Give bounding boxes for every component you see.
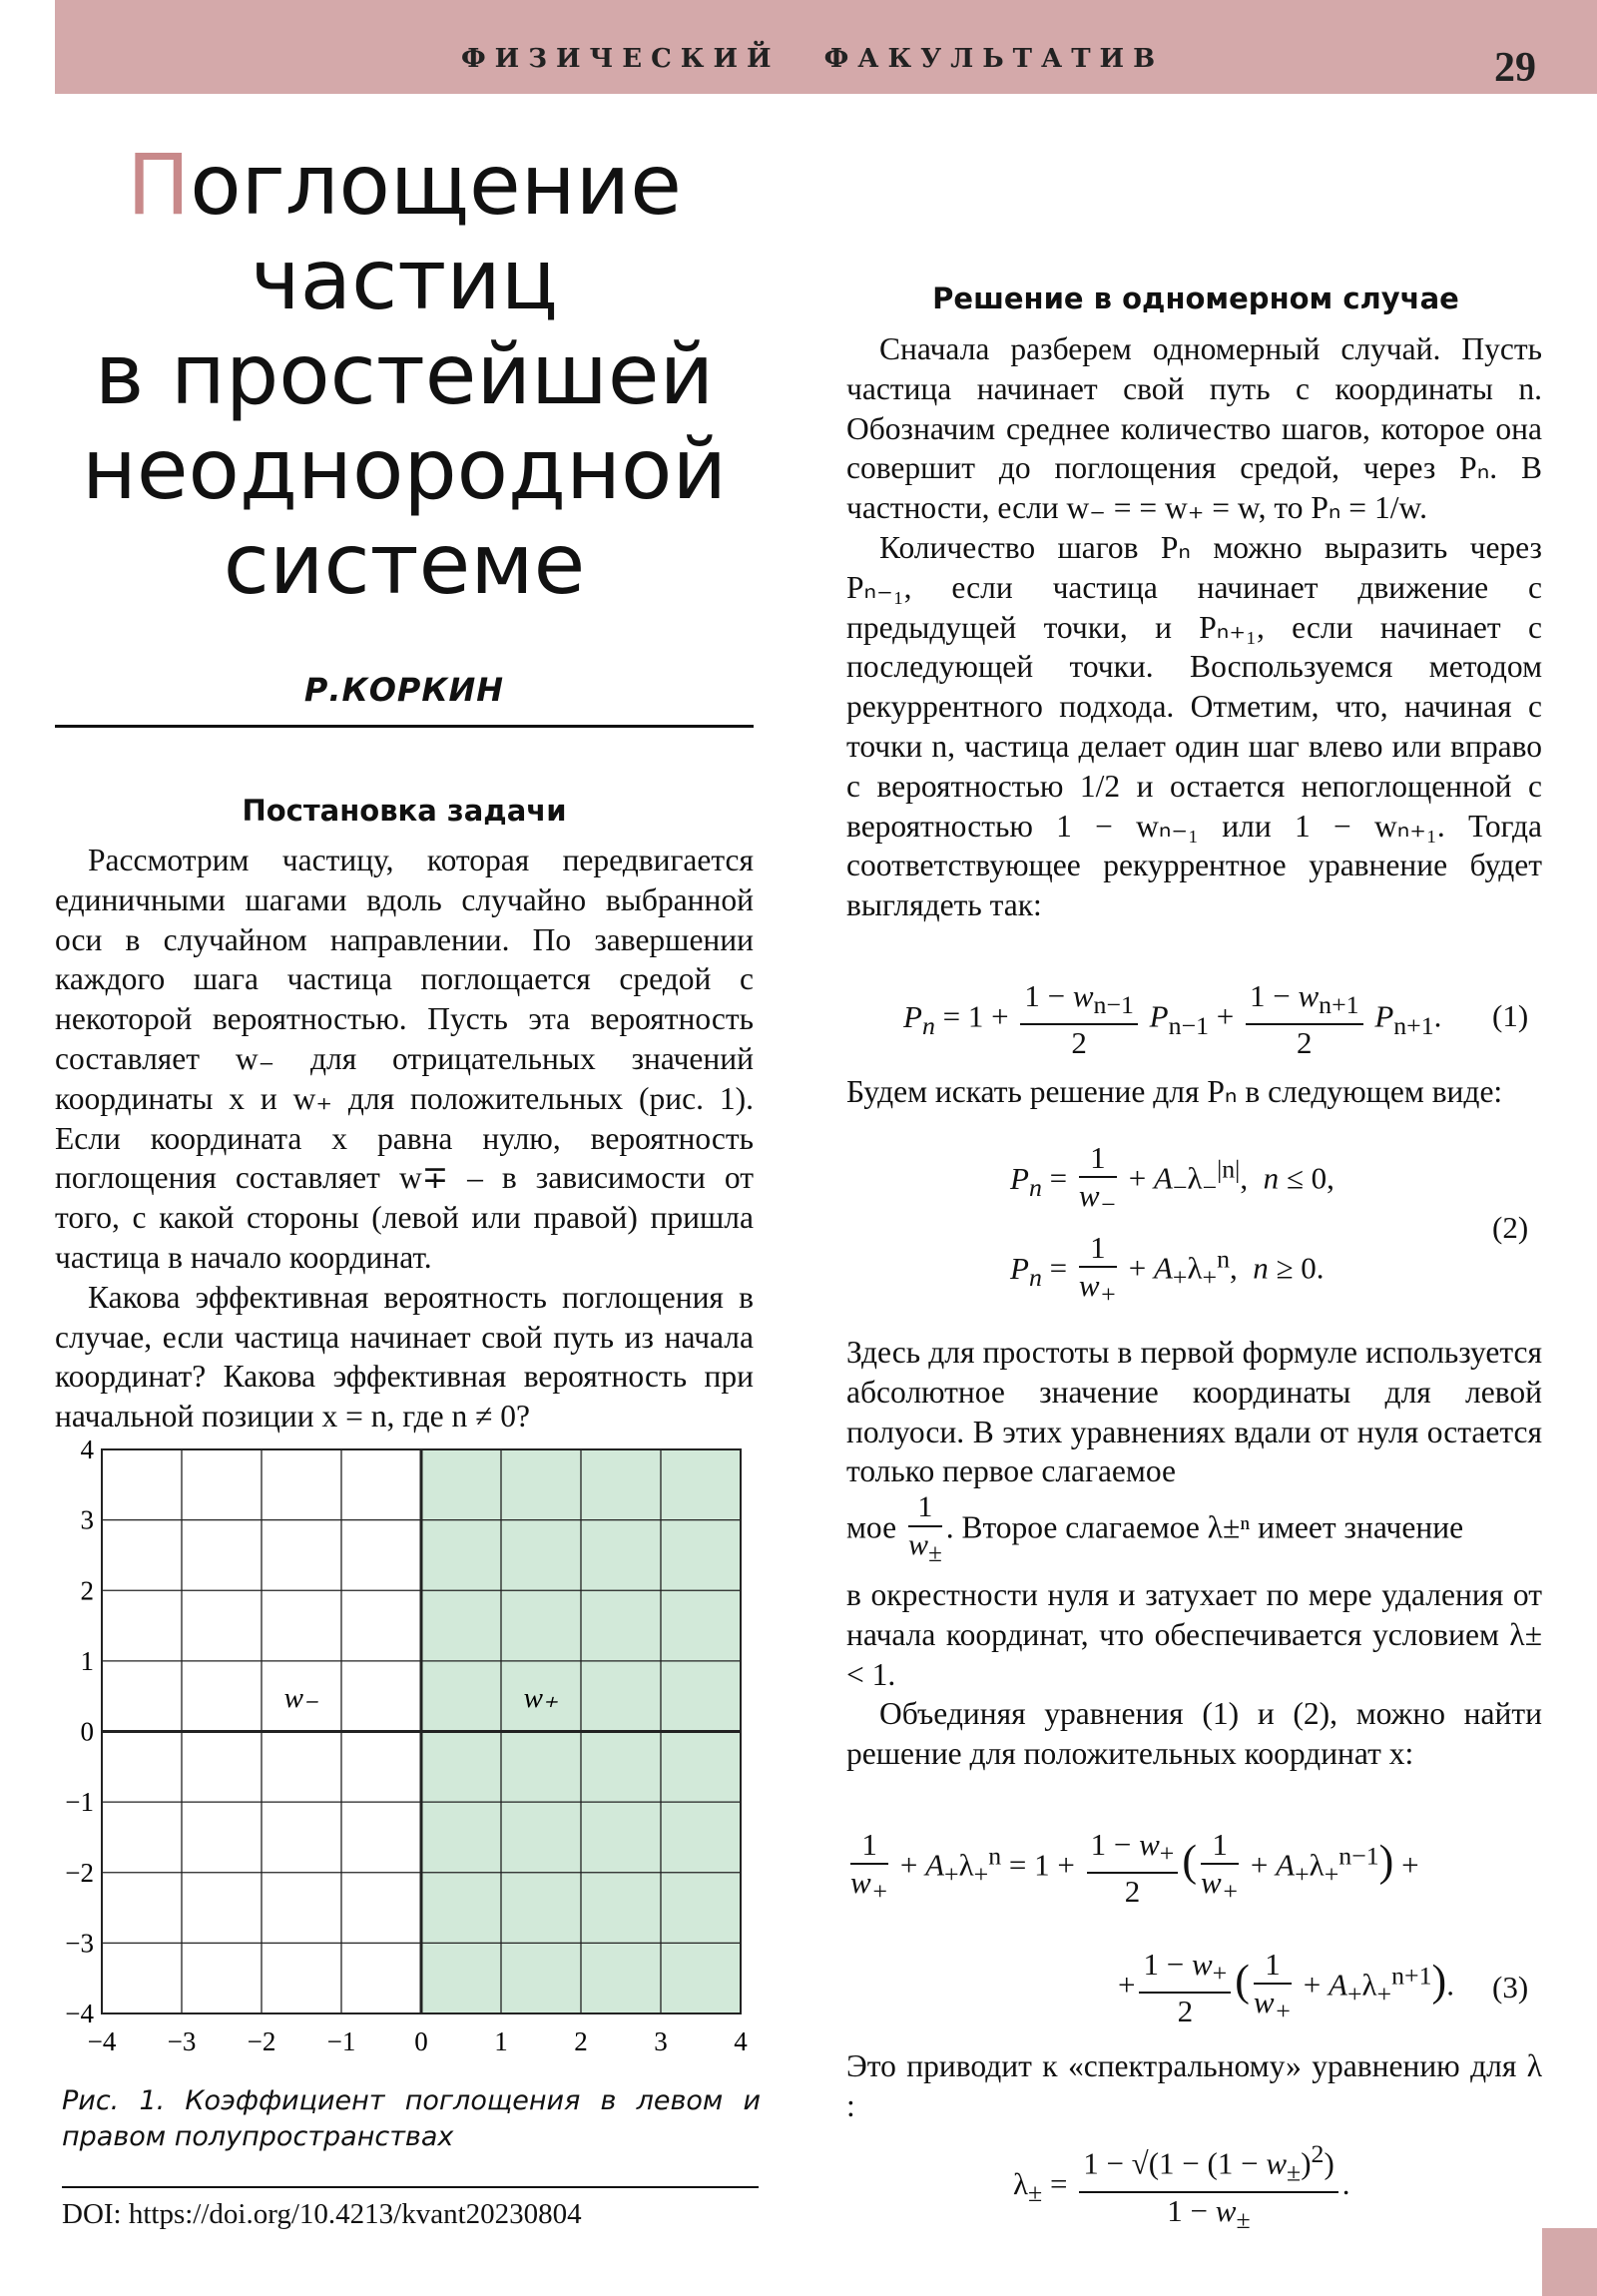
paragraph-question: Какова эффективная вероятность поглощения в случае, если частица начинает свой путь из начала координат? Какова эффективная вероятность при начальной позиции x = n, где n ≠ 0? (55, 1279, 754, 1435)
section-heading-problem: Постановка задачи (242, 794, 567, 828)
region-label-left: w₋ (283, 1681, 319, 1714)
author-divider (55, 725, 754, 728)
paragraph-solution-4c: в окрестности нуля и затухает по мере удаления от начала координат, что обеспечивается условием λ± < 1. (846, 1577, 1542, 1692)
solution-text-1 (846, 329, 1542, 925)
y-tick-label: 4 (80, 1435, 94, 1464)
figure-caption: Рис. 1. Коэффициент поглощения в левом и правом полупространствах (62, 2085, 761, 2152)
title-line-5: системе (223, 515, 586, 613)
y-tick-label: −2 (65, 1857, 94, 1888)
solution-text-5 (846, 2046, 1542, 2126)
title-line-3: в простейшей (94, 325, 715, 423)
title-line-1: оглощение (190, 136, 682, 234)
paragraph-solution-4a: Здесь для простоты в первой формуле используется абсолютное значение координаты для левой полуоси. В этих уравнениях вдали от нуля остается только первое слагаемое (846, 1335, 1542, 1489)
section-title: ФИЗИЧЕСКИЙ ФАКУЛЬТАТИВ (461, 44, 1165, 74)
paragraph-solution-5: Объединяя уравнения (1) и (2), можно найти решение для положительных координат x: (846, 1696, 1542, 1772)
x-tick-label: −1 (326, 2026, 356, 2056)
equation-2-number: (2) (1492, 1210, 1529, 1245)
equation-3-line-1: $\frac{1}{w_+}$ + $A_+\lambda_+^n = 1$ + $\frac{1 - w_+}{2}$ ( $\frac{1}{w_+}$ + $A_+\lambda_+^{n-1}$) + (850, 1827, 1419, 1910)
paragraph-solution-6: Это приводит к «спектральному» уравнению для λ : (846, 2048, 1542, 2123)
paragraph-solution-1: Сначала разберем одномерный случай. Пусть частица начинает свой путь с координаты n. Обозначим среднее количество шагов, которое она совершит до поглощения средой, через Pₙ. В частности, если w₋ = = w₊ = w, то Pₙ = 1/w. (846, 331, 1542, 526)
y-tick-label: 2 (80, 1575, 94, 1606)
equation-3-number: (3) (1492, 1970, 1529, 2005)
y-tick-label: −4 (65, 1999, 94, 2028)
title-line-2: частиц (251, 231, 558, 328)
equation-3-line-2: + $\frac{1 - w_+}{2}$ ( $\frac{1}{w_+}$ + $A_+\lambda_+^{n+1}$). (1118, 1947, 1454, 2029)
x-tick-label: 4 (734, 2026, 748, 2056)
y-tick-label: 0 (80, 1716, 94, 1747)
paragraph-problem: Рассмотрим частицу, которая передвигается единичными шагами вдоль случайно выбранной оси в случайном направлении. По завершении каждого шага частица поглощается средой с некоторой вероятностью. Пусть эта вероятность составляет w₋ для отрицательных значений координаты x и w₊ для положительных (рис. 1). Если координата x равна нулю, вероятность поглощения составляет w∓ – в зависимости от того, с какой стороны (левой или правой) пришла частица в начало координат. (55, 843, 754, 1275)
y-tick-label: 1 (80, 1645, 94, 1676)
x-tick-label: 0 (414, 2026, 428, 2056)
figure-1 (40, 1428, 769, 2076)
equation-4: $\lambda_\pm$ = $\frac{1 - √(1 - (1 - w_\pm)^2)}{1 - w_\pm}$ . (1013, 2136, 1350, 2238)
solution-text-4 (846, 1575, 1542, 1774)
y-tick-label: −3 (65, 1928, 94, 1959)
equation-2b: $P_n$ = $\frac{1}{w_+}$ + $A_+\lambda_+^n$, n ≥ 0. (1010, 1230, 1325, 1310)
doi: DOI: https://doi.org/10.4213/kvant20230804 (62, 2198, 582, 2230)
paragraph-solution-4b: . Второе слагаемое λ±ⁿ имеет значение (945, 1509, 1464, 1545)
paragraph-solution-2: Количество шагов Pₙ можно выразить через Pₙ₋₁, если частица начинает движение с предыдущей точки, и Pₙ₊₁, если начинает с последующей точки. Воспользуемся методом рекуррентного подхода. Отметим, что, начиная с точки n, частица делает один шаг влево или вправо с вероятностью 1/2 и остается непоглощенной с вероятностью 1 − wₙ₋₁ или 1 − wₙ₊₁. Тогда соответствующее рекуррентное уравнение будет выглядеть так: (846, 529, 1542, 923)
equation-1: $P_n = 1$ + $\frac{1 - w_{n-1}}{2}$ $P_{n-1}$ + $\frac{1 - w_{n+1}}{2}$ $P_{n+1}$. (903, 978, 1442, 1061)
paragraph-solution-3: Будем искать решение для Pₙ в следующем виде: (846, 1074, 1503, 1109)
title-line-4: неоднородной (81, 420, 728, 518)
x-tick-label: −3 (167, 2026, 197, 2056)
x-tick-label: 3 (654, 2026, 668, 2056)
x-tick-label: −2 (247, 2026, 276, 2056)
title-initial: П (127, 136, 191, 234)
author: Р.КОРКИН (303, 671, 505, 709)
x-tick-label: 2 (574, 2026, 588, 2056)
section-heading-solution: Решение в одномерном случае (932, 282, 1459, 315)
side-tab (1542, 2228, 1597, 2296)
y-tick-label: 3 (80, 1504, 94, 1535)
x-tick-label: 1 (494, 2026, 508, 2056)
solution-text-3 (846, 1333, 1542, 1491)
equation-2a: $P_n$ = $\frac{1}{w_-}$ + $A_-\lambda_-^{|n|}$, n ≤ 0, (1010, 1140, 1334, 1220)
solution-text-2 (846, 1072, 1542, 1112)
problem-text (55, 841, 754, 1436)
doi-divider (62, 2186, 759, 2188)
page-number: 29 (1494, 45, 1536, 91)
solution-inline-fraction-line: мое $\frac{1}{w_\pm}$ . Второе слагаемое λ±ⁿ имеет значение (846, 1490, 1464, 1567)
article-title (55, 138, 754, 612)
y-tick-label: −1 (65, 1787, 94, 1818)
equation-1-number: (1) (1492, 998, 1529, 1033)
x-tick-label: −4 (87, 2026, 117, 2056)
region-label-right: w₊ (523, 1681, 559, 1714)
